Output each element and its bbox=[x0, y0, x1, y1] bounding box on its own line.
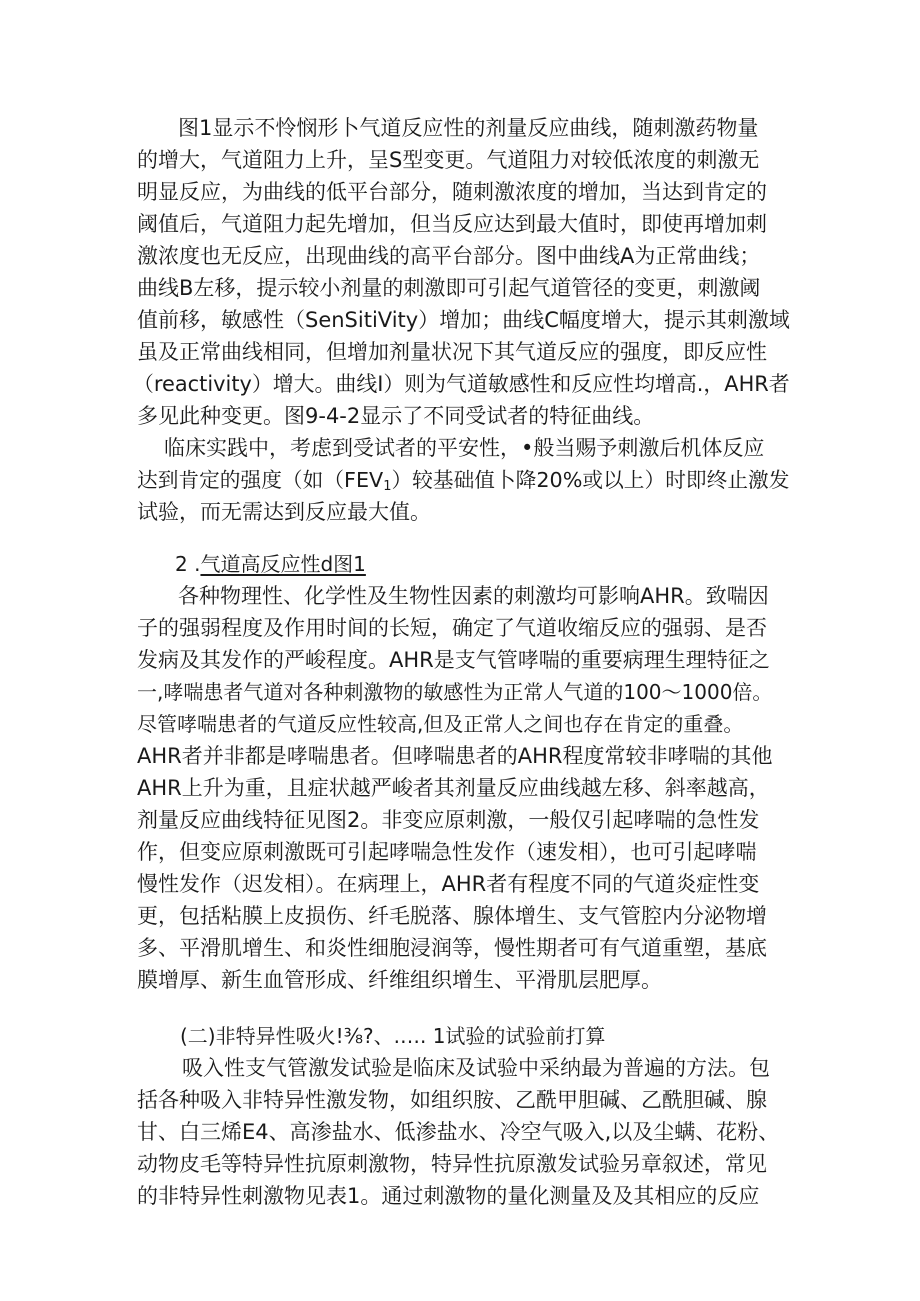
text-line: 甘、白三烯E4、高渗盐水、低渗盐水、冷空气吸入,以及尘螨、花粉、 bbox=[137, 1120, 780, 1144]
text-segment: 达到肯定的强度（如（FEV bbox=[137, 468, 384, 492]
text-line: 明显反应，为曲线的低平台部分，随刺激浓度的增加，当达到肯定的 bbox=[137, 180, 767, 204]
text-line: 更，包括粘膜上皮损伤、纤毛脱落、腺体增生、支气管腔内分泌物增 bbox=[137, 904, 767, 928]
text-line: AHR者并非都是哮喘患者。但哮喘患者的AHR程度常较非哮喘的其他 bbox=[137, 744, 773, 768]
text-line: AHR上升为重，且症状越严峻者其剂量反应曲线越左移、斜率越高， bbox=[137, 776, 770, 800]
text-line: 虽及正常曲线相同，但增加剂量状况下其气道反应的强度，即反应性 bbox=[137, 340, 767, 364]
text-line: 多见此种变更。图9-4-2显示了不同受试者的特征曲线。 bbox=[137, 404, 655, 428]
text-line: 试验，而无需达到反应最大值。 bbox=[137, 500, 431, 524]
section-heading: (二)非特异性吸火!⅜?、.…. 1试验的试验前打算 bbox=[180, 1024, 606, 1048]
text-line: 各种物理性、化学性及生物性因素的刺激均可影响AHR。致喘因 bbox=[178, 584, 769, 608]
text-line: 阈值后，气道阻力起先增加，但当反应达到最大值时，即使再增加刺 bbox=[137, 212, 767, 236]
section-number: 2 . bbox=[175, 552, 201, 576]
text-line: 临床实践中，考虑到受试者的平安性，•般当赐予刺激后机体反应 bbox=[164, 436, 765, 460]
text-line: 作，但变应原刺激既可引起哮喘急性发作（速发相），也可引起哮喘 bbox=[137, 840, 757, 864]
text-line: 的增大，气道阻力上升，呈S型变更。气道阻力对较低浓度的刺激无 bbox=[137, 148, 760, 172]
text-line: 值前移，敏感性（SenSitiVity）增加；曲线C幅度增大，提示其刺激域 bbox=[137, 308, 790, 332]
text-line: 膜增厚、新生血管形成、纤维组织增生、平滑肌层肥厚。 bbox=[137, 968, 662, 992]
text-line: 曲线B左移，提示较小剂量的刺激即可引起气道管径的变更，刺激阈 bbox=[137, 276, 761, 300]
subscript: 1 bbox=[383, 479, 392, 494]
text-line: 激浓度也无反应，出现曲线的高平台部分。图中曲线A为正常曲线； bbox=[137, 244, 761, 268]
text-line-with-subscript bbox=[137, 470, 789, 493]
text-line: 尽管哮喘患者的气道反应性较高,但及正常人之间也存在肯定的重叠。 bbox=[137, 712, 744, 736]
text-line: 子的强弱程度及作用时间的长短，确定了气道收缩反应的强弱、是否 bbox=[137, 616, 767, 640]
text-line: 发病及其发作的严峻程度。AHR是支气管哮喘的重要病理生理特征之 bbox=[137, 648, 770, 672]
text-line: 的非特异性刺激物见表1。通过刺激物的量化测量及及其相应的反应 bbox=[137, 1184, 760, 1208]
text-segment: ）较基础值卜降20%或以上）时即终止激发 bbox=[391, 468, 790, 492]
text-line: 多、平滑肌增生、和炎性细胞浸润等，慢性期者可有气道重塑，基底 bbox=[137, 936, 767, 960]
text-line: 一,哮喘患者气道对各种刺激物的敏感性为正常人气道的100〜1000倍。 bbox=[137, 680, 773, 704]
text-line: 剂量反应曲线特征见图2。非变应原刺激，一般仅引起哮喘的急性发 bbox=[137, 808, 760, 832]
section-heading bbox=[175, 554, 366, 574]
text-line: 括各种吸入非特异性激发物，如组织胺、乙酰甲胆碱、乙酰胆碱、腺 bbox=[137, 1088, 767, 1112]
text-line: 慢性发作（迟发相）。在病理上，AHR者有程度不同的气道炎症性变 bbox=[137, 872, 760, 896]
text-line: 动物皮毛等特异性抗原刺激物，特异性抗原激发试验另章叙述，常见 bbox=[137, 1152, 767, 1176]
text-line: 吸入性支气管激发试验是临床及试验中采纳最为普遍的方法。包 bbox=[182, 1056, 770, 1080]
text-line: 图1显示不怜悯形卜气道反应性的剂量反应曲线，随刺激药物量 bbox=[178, 116, 759, 140]
text-line: （reactivity）增大。曲线I）则为气道敏感性和反应性均增高.，AHR者 bbox=[133, 372, 790, 396]
section-title: 气道高反应性d图1 bbox=[200, 552, 366, 576]
